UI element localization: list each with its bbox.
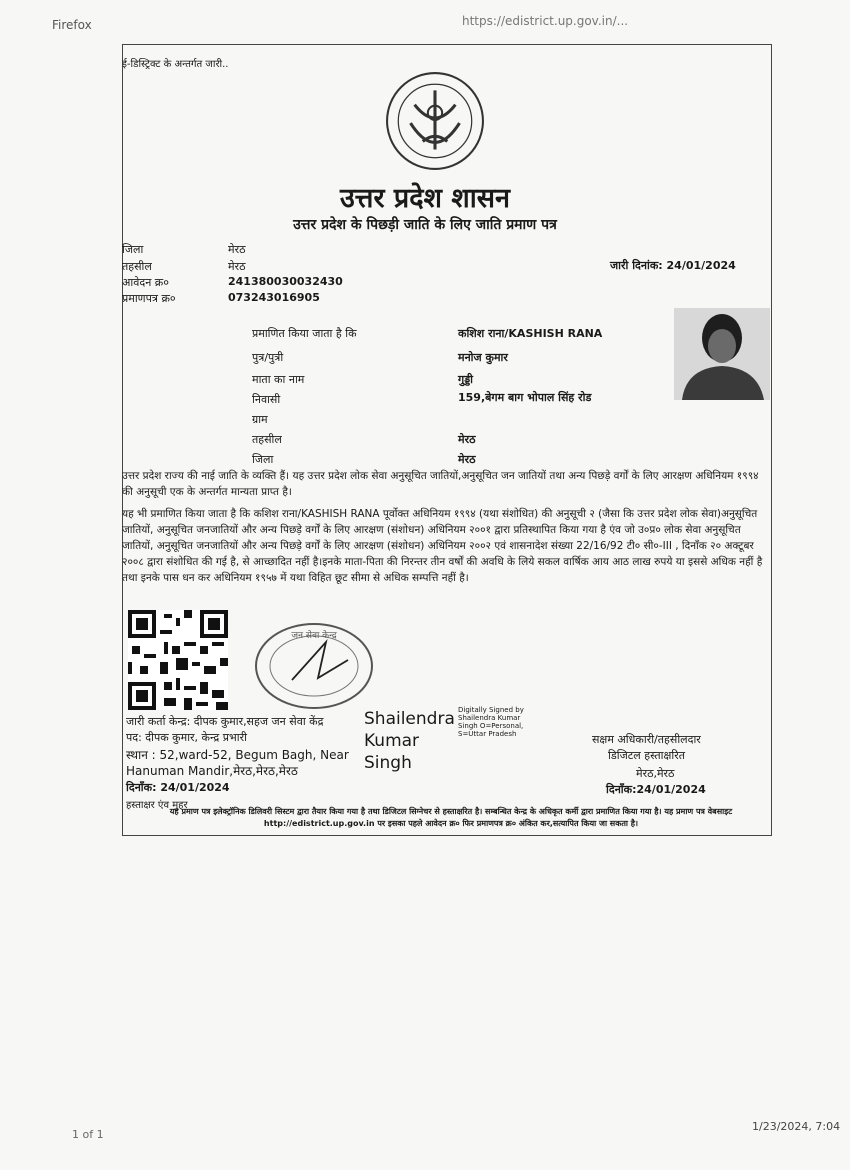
certificate-number-label: प्रमाणपत्र क्र० xyxy=(122,292,176,305)
issuer-place-line2: Hanuman Mandir,मेरठ,मेरठ,मेरठ xyxy=(126,764,298,778)
issuer-date: दिनाँक: 24/01/2024 xyxy=(126,781,230,794)
resident-label: निवासी xyxy=(252,393,281,406)
tehsil-label: तहसील xyxy=(122,260,152,273)
mother-name: गुड्डी xyxy=(458,373,474,386)
authority-digital: डिजिटल हस्ताक्षरित xyxy=(608,749,685,762)
application-number: 241380030032430 xyxy=(228,275,343,288)
applicant-name: कशिश राना/KASHISH RANA xyxy=(458,327,603,340)
mother-label: माता का नाम xyxy=(252,373,305,386)
centre-seal-icon xyxy=(252,620,376,710)
application-label: आवेदन क्र० xyxy=(122,276,169,289)
detail-tehsil-label: तहसील xyxy=(252,433,282,446)
detail-tehsil-value: मेरठ xyxy=(458,433,476,446)
signature-seal-label: हस्ताक्षर एंव मुहर xyxy=(126,800,188,811)
certify-label: प्रमाणित किया जाता है कि xyxy=(252,327,357,340)
page-url: https://edistrict.up.gov.in/... xyxy=(462,14,629,28)
resident-address: 159,बेगम बाग भोपाल सिंह रोड xyxy=(458,391,592,404)
certificate-title: उत्तर प्रदेश के पिछड़ी जाति के लिए जाति प्रमाण पत्र xyxy=(293,217,557,233)
parent-name: मनोज कुमार xyxy=(458,351,508,364)
issuer-place-line1: स्थान : 52,ward-52, Begum Bagh, Near xyxy=(126,748,349,762)
issue-date: जारी दिनांक: 24/01/2024 xyxy=(610,259,736,272)
tehsil-value: मेरठ xyxy=(228,260,246,273)
detail-district-value: मेरठ xyxy=(458,453,476,466)
caste-paragraph: उत्तर प्रदेश राज्य की नाई जाति के व्यक्ति हैं। यह उत्तर प्रदेश लोक सेवा अनुसूचित जातियों,अनुसूचित जन जातियों तथा अन्य पिछड़े वर्गों के लिए आरक्षण अधिनियम १९९४ की अनुसूची एक के अन्तर्गत मान्यता प्राप्त है। xyxy=(122,470,759,498)
district-value: मेरठ xyxy=(228,243,246,256)
person-photo-icon xyxy=(674,308,770,400)
footer-note: यह प्रमाण पत्र इलेक्ट्रॉनिक डिलिवरी सिस्टम द्वारा तैयार किया गया है तथा डिजिटल सिग्नेचर से हस्ताक्षरित है। सम्बन्धित केन्द्र के अधिकृत कर्मी द्वारा प्रमाणित किया गया है। यह प्रमाण पत्र वेबसाइट http://edistrict.up.gov.in पर इसका पहले आवेदन क्र० फिर प्रमाणपत्र क्र० अंकित कर,सत्यापित किया जा सकता है। xyxy=(169,807,733,828)
issued-under: ई-डिस्ट्रिक्ट के अन्तर्गत जारी.. xyxy=(122,59,229,70)
authority-title: सक्षम अधिकारी/तहसीलदार xyxy=(592,733,701,746)
print-timestamp: 1/23/2024, 7:04 xyxy=(752,1120,841,1133)
parent-label: पुत्र/पुत्री xyxy=(252,351,284,364)
authority-place: मेरठ,मेरठ xyxy=(636,767,675,780)
page-number: 1 of 1 xyxy=(72,1128,104,1141)
detail-district-label: जिला xyxy=(252,453,274,466)
government-title: उत्तर प्रदेश शासन xyxy=(340,183,510,214)
certification-paragraph: यह भी प्रमाणित किया जाता है कि कशिश राना/KASHISH RANA पूर्वोक्त अधिनियम १९९४ (यथा संशोधित) की अनुसूची २ (जैसा कि उत्तर प्रदेश लोक सेवा)अनुसूचित जातियों, अनुसूचित जनजातियों और अन्य पिछड़े वर्गों के लिए आरक्षण (संशोधन) अधिनियम २००१ द्वारा प्रतिस्थापित किया गया है एंव जो उ०प्र० लोक सेवा अनुसूचित जातियों, अनुसूचित जनजातियों और अन्य पिछड़े वर्गों के लिए आरक्षण (संशोधन) अधिनियम २००२ एवं शासनादेश संख्या 22/16/92 टी० सी०-III , दिनाँक २० अक्टूबर २००८ द्वारा संशोधित की गई है, से आच्छादित नहीं है।इनके माता-पिता की निरन्तर तीन वर्षों की अवधि के लिये सकल वार्षिक आय आठ लाख रुपये या इससे अधिक नहीं है तथा इनके पास धन कर अधिनियम १९५७ में यथा विहित छूट सीमा से अधिक सम्पत्ति नहीं है। xyxy=(122,508,763,584)
state-emblem-icon xyxy=(384,70,486,172)
issuer-post: पद: दीपक कुमार, केन्द्र प्रभारी xyxy=(126,731,247,744)
district-label: जिला xyxy=(122,243,144,256)
applicant-photo xyxy=(674,308,770,400)
certificate-number: 073243016905 xyxy=(228,291,320,304)
issuing-centre: जारी कर्ता केन्द्र: दीपक कुमार,सहज जन सेवा केंद्र xyxy=(126,715,324,728)
authority-date: दिनाँक:24/01/2024 xyxy=(606,783,706,796)
qr-code-icon xyxy=(128,610,228,710)
digital-signature-note: Digitally Signed by Shailendra Kumar Singh O=Personal, S=Uttar Pradesh xyxy=(458,706,524,738)
seal-text: जन सेवा केन्द्र xyxy=(291,631,337,641)
browser-name: Firefox xyxy=(52,18,92,32)
signer-name: Shailendra Kumar Singh xyxy=(364,709,455,773)
village-label: ग्राम xyxy=(252,413,268,426)
